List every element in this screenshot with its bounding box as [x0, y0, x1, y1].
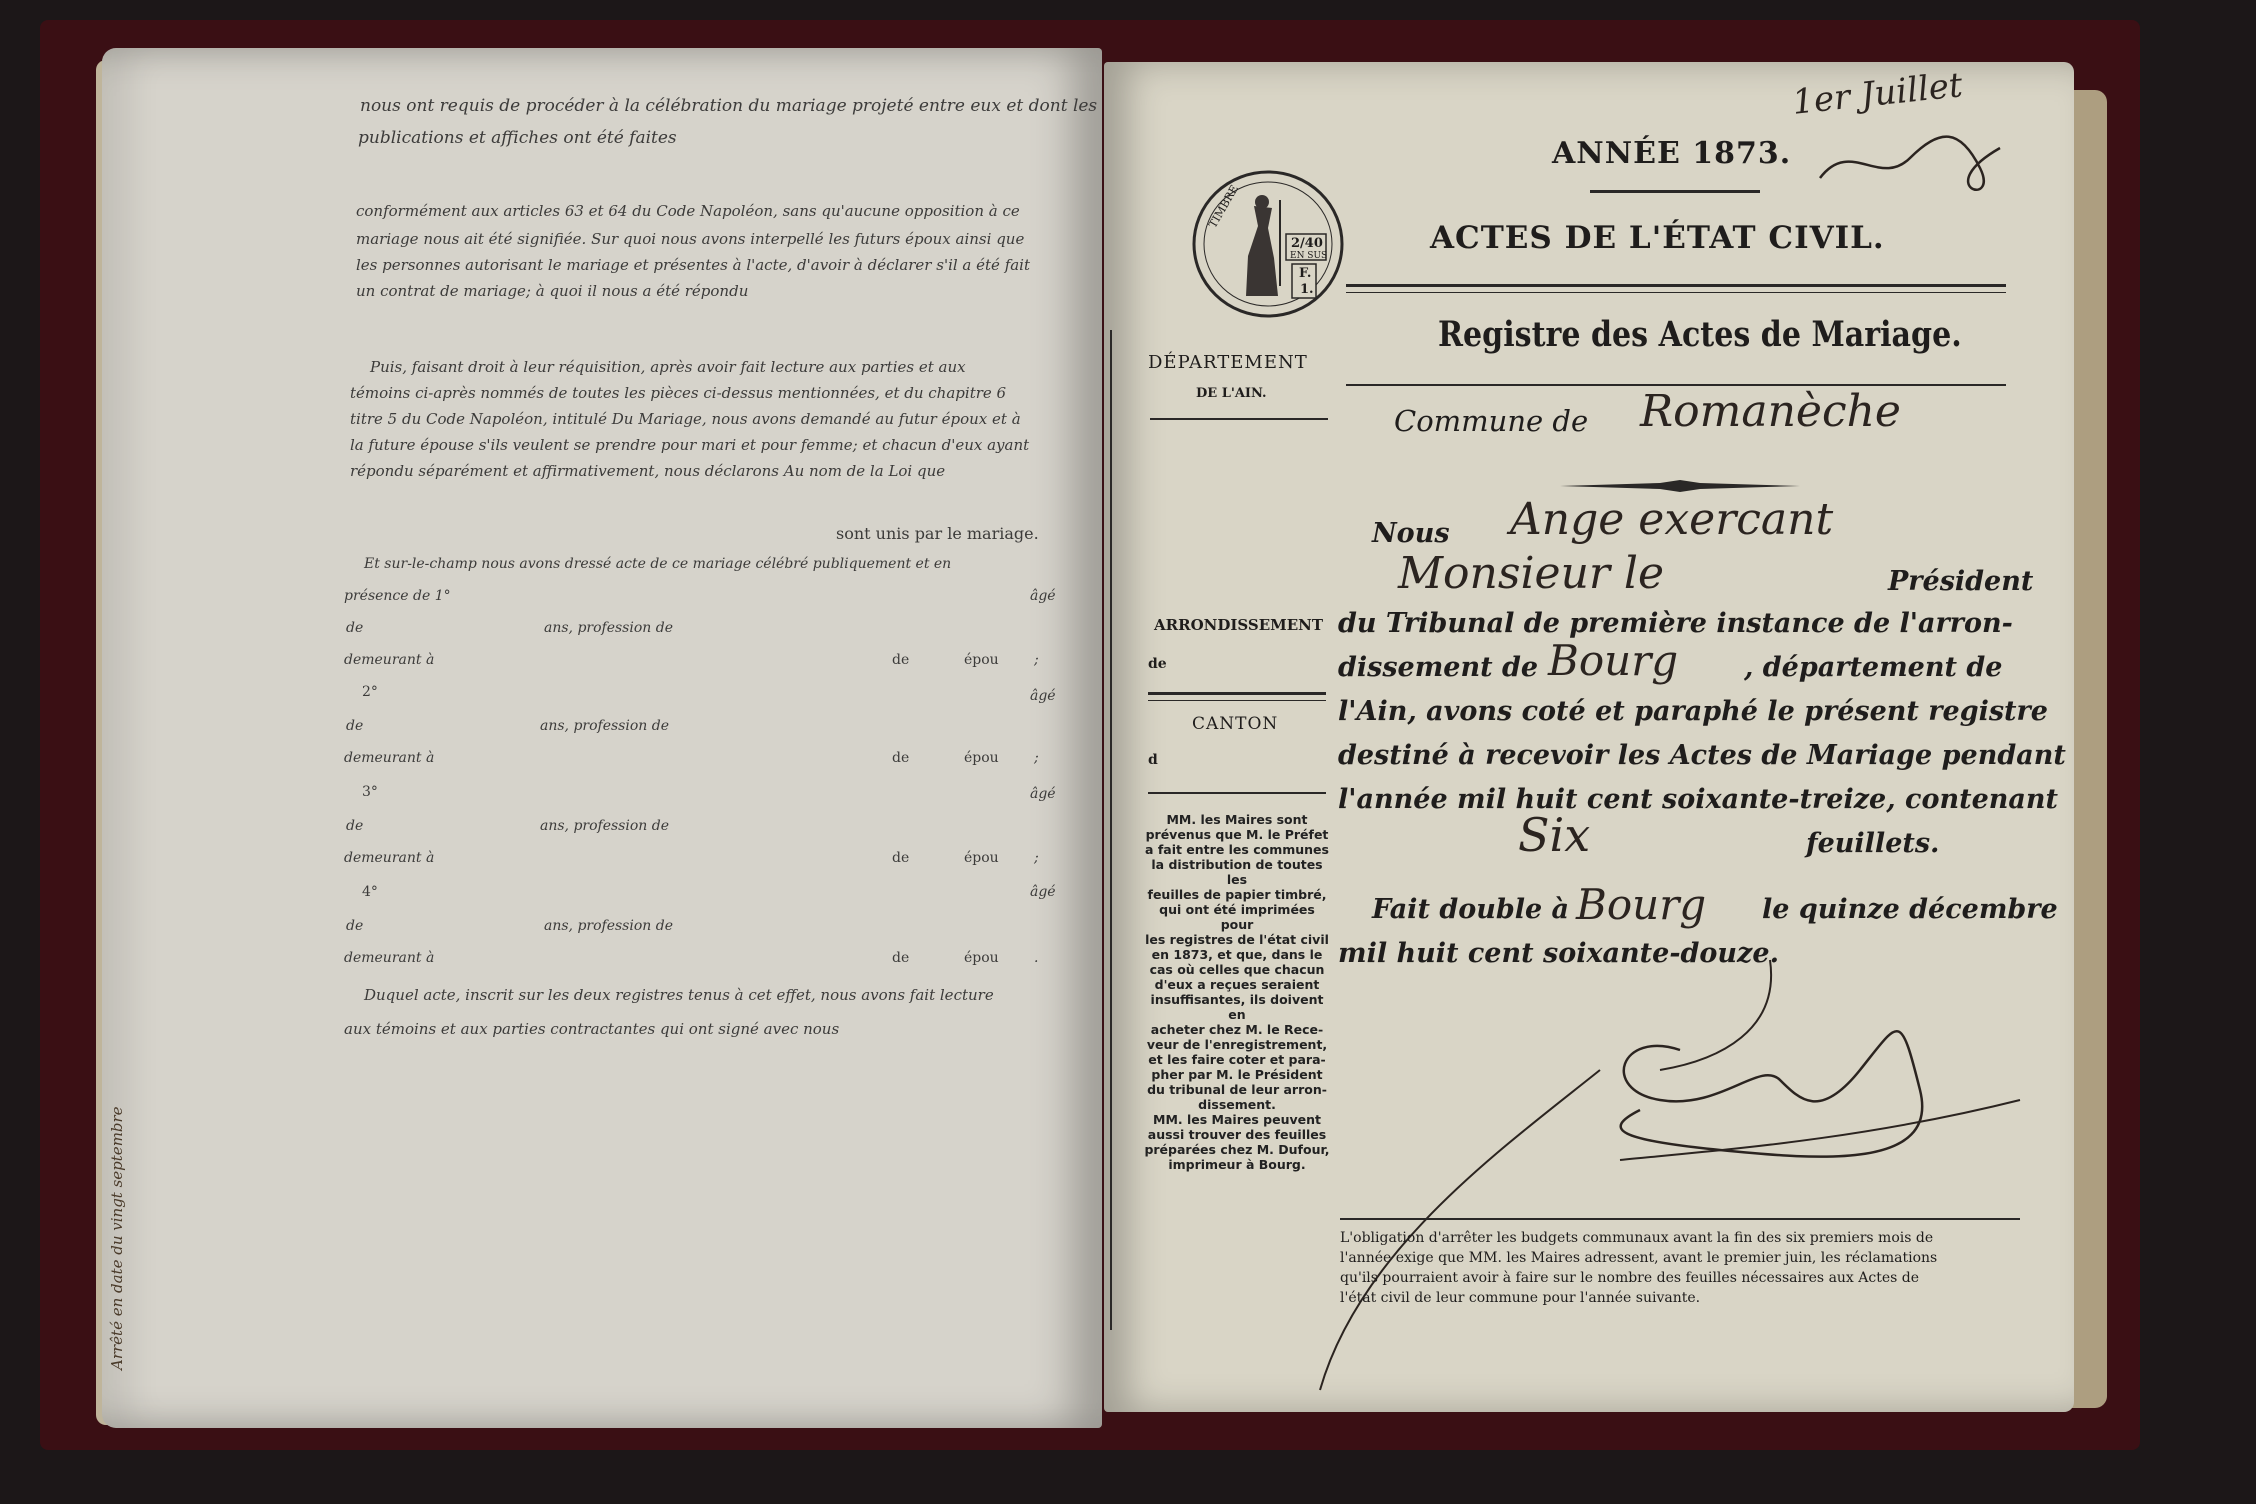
intro-line-2: publications et affiches ont été faites	[358, 128, 677, 148]
note1-line: feuilles de papier timbré,	[1147, 887, 1327, 902]
bourg-handwritten-2: Bourg	[1576, 880, 1707, 929]
para2-line-5: répondu séparément et affirmativement, nous déclarons Au nom de la Loi que	[350, 462, 946, 480]
witness-4-dem: demeurant à	[344, 950, 435, 966]
nous-handwritten-1: Ange exercant	[1510, 494, 1834, 545]
witness-4-punct: .	[1034, 950, 1039, 966]
president-label: Président	[1888, 566, 2034, 597]
note1-line: pher par M. le Président	[1151, 1067, 1323, 1082]
fait-double-label: Fait double à	[1372, 894, 1570, 925]
tax-stamp	[1188, 166, 1348, 322]
title-rule-2	[1346, 292, 2006, 293]
witness-1-age: âgé	[1030, 588, 1056, 604]
witness-2-epou: épou	[964, 750, 999, 766]
witness-4-age: âgé	[1030, 884, 1056, 900]
witness-2-ans: ans, profession de	[540, 718, 669, 734]
margin-note: Arrêté en date du vingt septembre	[108, 1106, 126, 1370]
top-handwritten-date: 1er Juillet	[1790, 65, 1965, 123]
para2-line-4: la future épouse s'ils veulent se prendre pour mari et pour femme; et chacun d'eux ayant	[350, 436, 1030, 454]
note1-line: cas où celles que chacun	[1149, 962, 1325, 977]
top-paraphe-signature	[1810, 118, 2010, 198]
note1-line: et les faire coter et para-	[1148, 1052, 1326, 1067]
sidebar-rule-3	[1148, 700, 1326, 701]
note1-line: MM. les Maires sont	[1166, 812, 1308, 827]
note1-line: acheter chez M. le Rece-	[1150, 1022, 1324, 1037]
note1-line: insuffisantes, ils doivent en	[1150, 992, 1324, 1022]
note1-line: la distribution de toutes les	[1151, 857, 1323, 887]
footer-line-3: qu'ils pourraient avoir à faire sur le nombre des feuilles nécessaires aux Actes de	[1340, 1270, 1920, 1286]
sidebar-rule-4	[1148, 792, 1326, 794]
witness-2-age: âgé	[1030, 688, 1056, 704]
para2-line-2: témoins ci-après nommés de toutes les pièces ci-dessus mentionnées, et du chapitre 6	[350, 384, 1007, 402]
witness-2-punct: ;	[1034, 750, 1039, 766]
feuillets-label: feuillets.	[1806, 828, 1940, 859]
note1-line: qui ont été imprimées pour	[1159, 902, 1315, 932]
para1-line-3: les personnes autorisant le mariage et présentes à l'acte, d'avoir à déclarer s'il a été fait	[356, 256, 1031, 274]
stamp-num: 1.	[1300, 282, 1314, 297]
note2-line: préparées chez M. Dufour,	[1144, 1142, 1330, 1157]
witness-4-epou: épou	[964, 950, 999, 966]
witness-3-dem: demeurant à	[344, 850, 435, 866]
witness-2-de: de	[346, 718, 364, 734]
sidebar-arrondissement: ARRONDISSEMENT	[1154, 616, 1324, 634]
witness-4-de: de	[346, 918, 364, 934]
witness-2-num: 2°	[362, 684, 378, 700]
note2-line: imprimeur à Bourg.	[1168, 1157, 1306, 1172]
dissement-label: dissement de	[1338, 652, 1539, 683]
note2-line: aussi trouver des feuilles	[1147, 1127, 1327, 1142]
para3-line-2: présence de 1°	[344, 588, 451, 604]
sidebar-arr-de: de	[1148, 656, 1167, 672]
para1-line-4: un contrat de mariage; à quoi il nous a été répondu	[356, 282, 749, 300]
witness-2-de2: de	[892, 750, 910, 766]
ain-line: l'Ain, avons coté et paraphé le présent registre	[1338, 696, 2048, 727]
commune-handwritten: Romanèche	[1640, 386, 1901, 437]
tribunal-line: du Tribunal de première instance de l'arron-	[1338, 608, 2013, 639]
note1-line: les registres de l'état civil	[1145, 932, 1329, 947]
para2-line-3: titre 5 du Code Napoléon, intitulé Du Mariage, nous avons demandé au futur époux et à	[350, 410, 1021, 428]
closing-line-1: Duquel acte, inscrit sur les deux registres tenus à cet effet, nous avons fait lecture	[364, 986, 994, 1004]
sidebar-rule-1	[1150, 418, 1328, 420]
witness-1-punct: ;	[1034, 652, 1039, 668]
annee-rule	[1590, 190, 1760, 193]
mil-line: mil huit cent soixante-douze.	[1338, 938, 1779, 969]
witness-3-punct: ;	[1034, 850, 1039, 866]
witness-1-ans: ans, profession de	[544, 620, 673, 636]
sidebar-canton: CANTON	[1192, 714, 1279, 734]
president-signature	[1300, 950, 2040, 1410]
bourg-handwritten: Bourg	[1548, 636, 1679, 685]
six-handwritten: Six	[1518, 808, 1591, 862]
commune-label: Commune de	[1394, 404, 1589, 438]
departement-label: , département de	[1744, 652, 2003, 683]
destine-line: destiné à recevoir les Actes de Mariage pendant	[1338, 740, 2066, 771]
nous-label: Nous	[1372, 518, 1450, 549]
witness-1-de2: de	[892, 652, 910, 668]
unis-line: sont unis par le mariage.	[836, 524, 1039, 543]
stamp-value: 2/40	[1291, 236, 1323, 251]
ornament-rule	[1560, 478, 1800, 494]
witness-3-de2: de	[892, 850, 910, 866]
note1-line: du tribunal de leur arron-	[1147, 1082, 1327, 1097]
registre-title: Registre des Actes de Mariage.	[1438, 314, 1962, 355]
witness-4-ans: ans, profession de	[544, 918, 673, 934]
witness-1-epou: épou	[964, 652, 999, 668]
intro-line-1: nous ont requis de procéder à la célébration du mariage projeté entre eux et dont les	[360, 96, 1098, 116]
sidebar-departement: DÉPARTEMENT	[1148, 352, 1308, 373]
note1-line: d'eux a reçues seraient	[1154, 977, 1320, 992]
note2-line: MM. les Maires peuvent	[1153, 1112, 1321, 1127]
note1-line: en 1873, et que, dans le	[1151, 947, 1323, 962]
witness-2-dem: demeurant à	[344, 750, 435, 766]
witness-3-de: de	[346, 818, 364, 834]
annee-heading: ANNÉE 1873.	[1552, 136, 1792, 171]
witness-3-num: 3°	[362, 784, 378, 800]
footer-line-2: l'année exige que MM. les Maires adressent, avant le premier juin, les réclamations	[1340, 1250, 1938, 1266]
witness-1-dem: demeurant à	[344, 652, 435, 668]
closing-line-2: aux témoins et aux parties contractantes qui ont signé avec nous	[344, 1020, 840, 1038]
sidebar-canton-d: d	[1148, 752, 1158, 768]
footer-line-4: l'état civil de leur commune pour l'année suivante.	[1340, 1290, 1701, 1306]
title-rule-1	[1346, 284, 2006, 287]
sidebar-divider	[1110, 330, 1112, 1330]
para1-line-1: conformément aux articles 63 et 64 du Code Napoléon, sans qu'aucune opposition à ce	[356, 202, 1020, 220]
sidebar-rule-2	[1148, 692, 1326, 695]
witness-3-epou: épou	[964, 850, 999, 866]
footer-rule	[1340, 1218, 2020, 1220]
note1-line: a fait entre les communes	[1145, 842, 1329, 857]
witness-4-num: 4°	[362, 884, 378, 900]
nous-handwritten-2: Monsieur le	[1398, 548, 1665, 599]
quinze-label: le quinze décembre	[1762, 894, 2058, 925]
note1-line: veur de l'enregistrement,	[1146, 1037, 1328, 1052]
witness-3-age: âgé	[1030, 786, 1056, 802]
para1-line-2: mariage nous ait été signifiée. Sur quoi nous avons interpellé les futurs époux ainsi que	[356, 230, 1025, 248]
annee-line: l'année mil huit cent soixante-treize, contenant	[1338, 784, 2058, 815]
etat-civil-title: ACTES DE L'ÉTAT CIVIL.	[1430, 220, 1885, 256]
witness-4-de2: de	[892, 950, 910, 966]
para2-line-1: Puis, faisant droit à leur réquisition, après avoir fait lecture aux parties et aux	[370, 358, 966, 376]
note1-line: dissement.	[1198, 1097, 1276, 1112]
witness-1-de: de	[346, 620, 364, 636]
sidebar-de-l-ain: DE L'AIN.	[1196, 386, 1267, 401]
footer-line-1: L'obligation d'arrêter les budgets communaux avant la fin des six premiers mois de	[1340, 1230, 1934, 1246]
left-page	[102, 48, 1102, 1428]
stamp-sub: EN SUS	[1290, 251, 1328, 261]
stamp-letter: F.	[1299, 266, 1312, 281]
witness-3-ans: ans, profession de	[540, 818, 669, 834]
stamp-top-text: TIMBRE	[1206, 182, 1242, 231]
para3-line-1: Et sur-le-champ nous avons dressé acte de ce mariage célébré publiquement et en	[364, 556, 952, 572]
note1-line: prévenus que M. le Préfet	[1145, 827, 1329, 842]
